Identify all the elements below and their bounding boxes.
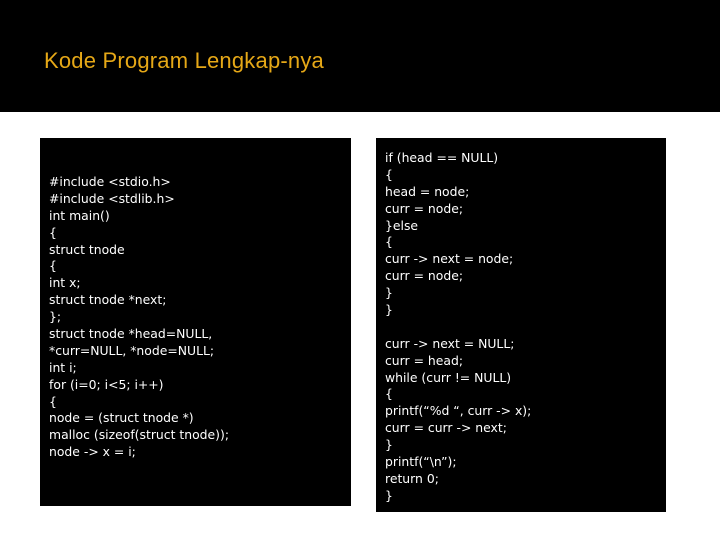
code-line: } — [385, 285, 393, 301]
code-line: malloc (sizeof(struct tnode)); — [49, 427, 230, 443]
code-line: { — [49, 393, 57, 409]
code-line: curr -> next = node; — [385, 251, 514, 267]
code-line: curr = node; — [385, 268, 463, 284]
code-line: struct tnode *head=NULL, — [49, 326, 213, 342]
code-line: curr = node; — [385, 200, 463, 216]
code-line: curr = head; — [385, 352, 464, 368]
slide-title: Kode Program Lengkap-nya — [44, 48, 324, 73]
code-panel-left — [40, 138, 351, 506]
code-line: struct tnode *next; — [49, 292, 167, 308]
code-line: }else — [385, 217, 419, 233]
code-line: printf(“\n”); — [385, 454, 457, 470]
code-line: return 0; — [385, 470, 439, 486]
code-line: } — [385, 437, 393, 453]
code-line: node -> x = i; — [49, 444, 136, 460]
code-line: curr = curr -> next; — [385, 420, 507, 436]
code-line: int i; — [49, 359, 77, 375]
slide-header — [0, 0, 720, 112]
code-line: int main() — [49, 207, 110, 223]
code-line: struct tnode — [49, 241, 125, 257]
code-line: { — [49, 224, 57, 240]
code-line: if (head == NULL) — [385, 150, 499, 165]
code-panel-right — [376, 138, 666, 512]
code-line: int x; — [49, 275, 81, 291]
code-line: for (i=0; i<5; i++) — [49, 376, 164, 392]
code-line: } — [385, 302, 393, 318]
code-line: printf(“%d “, curr -> x); — [385, 403, 532, 419]
code-line: { — [385, 234, 393, 250]
code-line: }; — [49, 309, 62, 325]
code-line: head = node; — [385, 183, 470, 199]
code-line: #include <stdio.h> — [49, 174, 171, 189]
code-line: { — [385, 386, 393, 402]
code-line: { — [49, 258, 57, 274]
code-line: curr -> next = NULL; — [385, 335, 515, 351]
code-line: #include <stdlib.h> — [49, 190, 175, 206]
code-line: node = (struct tnode *) — [49, 410, 194, 426]
code-line: while (curr != NULL) — [385, 369, 512, 385]
blank-line — [385, 319, 666, 336]
code-line: { — [385, 166, 393, 182]
code-line: } — [385, 487, 393, 503]
code-line: *curr=NULL, *node=NULL; — [49, 342, 215, 358]
